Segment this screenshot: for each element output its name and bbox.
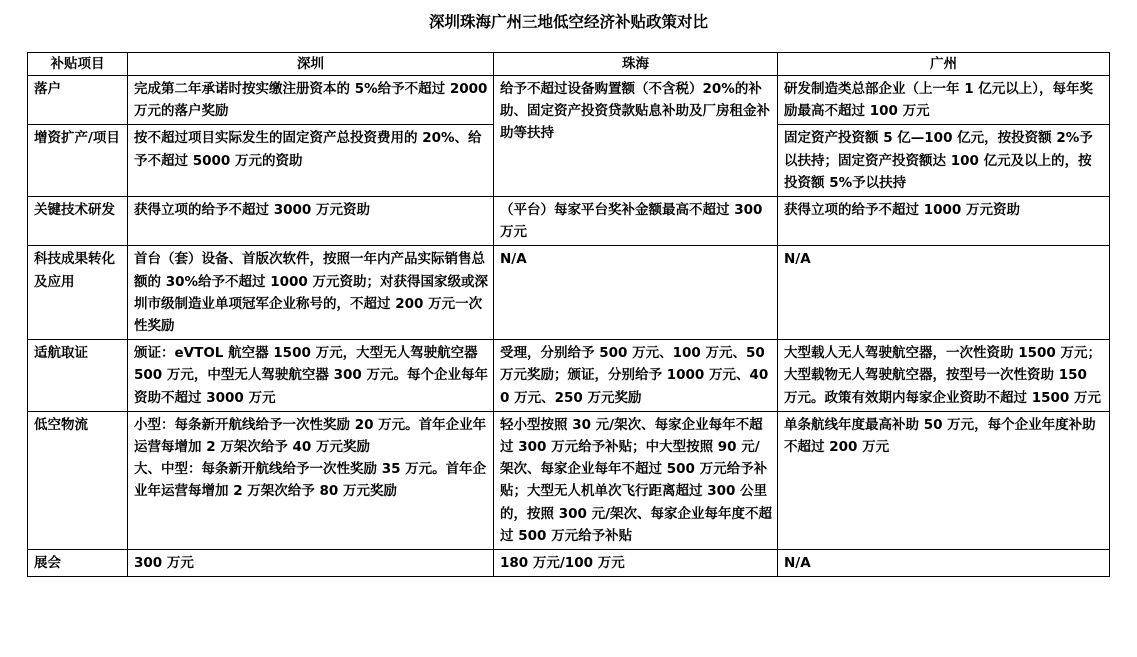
table-row <box>28 246 1110 340</box>
zhuhai-cell: （平台）每家平台奖补金额最高不超过 300 万元 <box>494 197 778 246</box>
row-label-cell: 适航取证 <box>28 340 128 412</box>
zhuhai-cell: 180 万元/100 万元 <box>494 550 778 577</box>
zhuhai-cell: 给予不超过设备购置额（不含税）20%的补助、固定资产投资贷款贴息补助及厂房租金补助等扶持 <box>494 76 778 197</box>
zhuhai-cell: 轻小型按照 30 元/架次、每家企业每年不超过 300 万元给予补贴；中大型按照 90 元/架次、每家企业每年不超过 500 万元给予补贴；大型无人机单次飞行距离超过 300 公里的，按照 300 元/架次、每家企业每年度不超过 500 万元给予补贴 <box>494 411 778 549</box>
document-title: 深圳珠海广州三地低空经济补贴政策对比 <box>428 13 708 31</box>
shenzhen-cell: 首台（套）设备、首版次软件，按照一年内产品实际销售总额的 30%给予不超过 1000 万元资助；对获得国家级或深圳市级制造业单项冠军企业称号的，不超过 200 万元一次性奖励 <box>128 246 494 340</box>
guangzhou-cell: 研发制造类总部企业（上一年 1 亿元以上），每年奖励最高不超过 100 万元 <box>778 76 1110 125</box>
column-header-item: 补贴项目 <box>28 53 128 76</box>
policy-comparison-table <box>27 52 1110 577</box>
guangzhou-cell: 大型载人无人驾驶航空器，一次性资助 1500 万元；大型载物无人驾驶航空器，按型号一次性资助 150 万元。政策有效期内每家企业资助不超过 1500 万元 <box>778 340 1110 412</box>
shenzhen-cell: 获得立项的给予不超过 3000 万元资助 <box>128 197 494 246</box>
shenzhen-cell: 按不超过项目实际发生的固定资产总投资费用的 20%、给予不超过 5000 万元的资助 <box>128 125 494 197</box>
row-label-cell: 增资扩产/项目 <box>28 125 128 197</box>
zhuhai-cell: N/A <box>494 246 778 340</box>
guangzhou-cell: N/A <box>778 550 1110 577</box>
shenzhen-cell: 颁证：eVTOL 航空器 1500 万元，大型无人驾驶航空器 500 万元，中型无人驾驶航空器 300 万元。每个企业每年资助不超过 3000 万元 <box>128 340 494 412</box>
guangzhou-cell: 单条航线年度最高补助 50 万元，每个企业年度补助不超过 200 万元 <box>778 411 1110 549</box>
row-label-cell: 关键技术研发 <box>28 197 128 246</box>
row-label-cell: 科技成果转化及应用 <box>28 246 128 340</box>
table-row <box>28 550 1110 577</box>
shenzhen-cell: 完成第二年承诺时按实缴注册资本的 5%给予不超过 2000 万元的落户奖励 <box>128 76 494 125</box>
table-row <box>28 340 1110 412</box>
guangzhou-cell: 固定资产投资额 5 亿—100 亿元，按投资额 2%予以扶持；固定资产投资额达 100 亿元及以上的，按投资额 5%予以扶持 <box>778 125 1110 197</box>
row-label-cell: 展会 <box>28 550 128 577</box>
guangzhou-cell: N/A <box>778 246 1110 340</box>
row-label-cell: 低空物流 <box>28 411 128 549</box>
table-row <box>28 411 1110 549</box>
guangzhou-cell: 获得立项的给予不超过 1000 万元资助 <box>778 197 1110 246</box>
table-header-row <box>28 53 1110 76</box>
zhuhai-cell: 受理，分别给予 500 万元、100 万元、50 万元奖励；颁证，分别给予 1000 万元、400 万元、250 万元奖励 <box>494 340 778 412</box>
column-header-guangzhou: 广州 <box>778 53 1110 76</box>
column-header-shenzhen: 深圳 <box>128 53 494 76</box>
column-header-zhuhai: 珠海 <box>494 53 778 76</box>
shenzhen-cell: 小型：每条新开航线给予一次性奖励 20 万元。首年企业年运营每增加 2 万架次给予 40 万元奖励 大、中型：每条新开航线给予一次性奖励 35 万元。首年企业年运营每增加 2 万架次给予 80 万元奖励 <box>128 411 494 549</box>
shenzhen-cell: 300 万元 <box>128 550 494 577</box>
row-label-cell: 落户 <box>28 76 128 125</box>
table-row <box>28 197 1110 246</box>
table-row <box>28 76 1110 125</box>
